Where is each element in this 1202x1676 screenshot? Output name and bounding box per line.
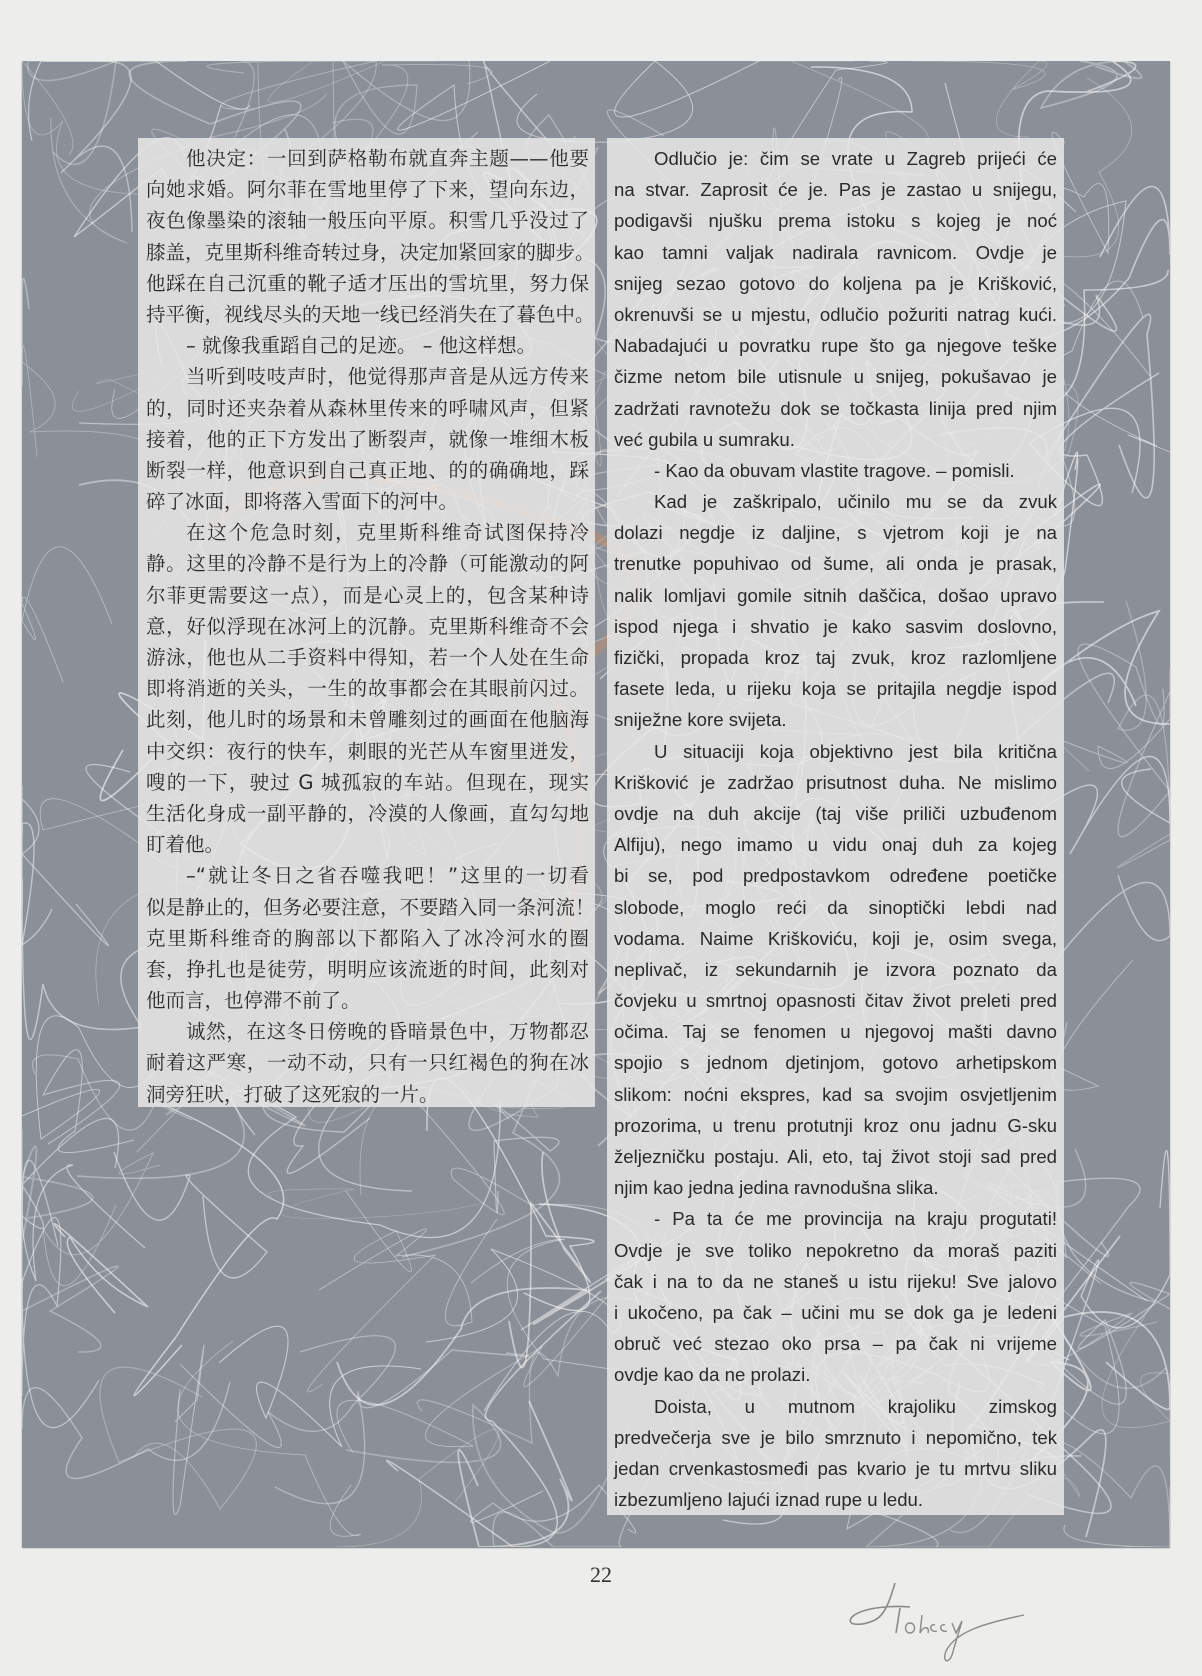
text-line: 静。这里的冷静不是行为上的冷静（可能激动的阿 [146,552,589,576]
text-line: na stvar. Zaprosit će je. Pas je zastao u snijegu, [614,179,1057,201]
scribble-stroke [134,1105,284,1396]
text-line: nalik lomljavi gomile sitnih daščica, došao upravo [614,584,1057,606]
scribble-stroke [28,61,116,164]
paragraph [614,455,1057,486]
paragraph [146,1016,589,1110]
croatian-text-column [607,138,1064,1515]
text-line: 在这个危急时刻，克里斯科维奇试图保持冷 [186,521,589,545]
scribble-stroke [22,1118,119,1246]
text-line: 诚然，在这冬日傍晚的昏暗景色中，万物都忍 [186,1020,589,1044]
text-line: predvečerja sve je bilo smrznuto i nepomično, tek [614,1426,1057,1448]
text-line: ispod njega i shvatio je kako sasvim doslovno, [614,615,1057,637]
text-line: željezničku postaju. Ali, eto, taj život stoji sad pred [614,1146,1057,1167]
scribble-stroke [22,786,108,946]
text-line: okrenuvši se u mjestu, odlučio požuriti natrag kući. [614,303,1057,325]
text-line: –“就让冬日之省吞噬我吧！”这里的一切看 [186,864,589,888]
scribble-stroke [1078,644,1170,837]
text-line: Nabadajući u povratku rupe što ga njegove teške [614,335,1057,357]
text-line: već gubila u sumraku. [614,428,795,450]
text-line: 生活化身成一副平静的，冷漠的人像画，直勾勾地 [146,801,589,825]
text-line: neplivač, iz sekundarnih je izvora poznato da [614,958,1057,980]
scribble-stroke [427,1078,594,1311]
text-line: 持平衡，视线尽头的天地一线已经消失在了暮色中。 [146,302,595,326]
text-line: 断裂一样，他意识到自己真正地、的的确确地，踩 [146,458,589,482]
text-line: 克里斯科维奇的胸部以下都陷入了冰冷河水的圈 [146,926,589,950]
scribble-stroke [1063,668,1170,768]
scribble-stroke [173,1345,204,1514]
text-line: čovjeku u smrtnoj opasnosti čitav život preleti pred [614,990,1057,1012]
text-line: sniježne kore svijeta. [614,709,787,731]
text-line: 耐着这严寒，一动不动，只有一只红褐色的狗在冰 [146,1051,589,1075]
text-line: obruč već stezao oko prsa – pa čak ni vrijeme [614,1333,1057,1355]
scribble-stroke [1053,281,1170,452]
text-line: snijeg sezao gotovo do koljena pa je Krišković, [614,272,1057,294]
scribble-stroke [458,1401,571,1547]
text-line: čak i na to da ne staneš u istu rijeku! Sve jalovo [614,1270,1057,1292]
text-line: Kad je zaškripalo, učinilo mu se da zvuk [654,491,1057,513]
scribble-stroke [114,1152,267,1278]
text-line: 他决定：一回到萨格勒布就直奔主题——他要 [186,147,589,170]
text-line: ovdje na duh akcije (taj više priliči uzbuđenom [614,802,1057,824]
text-line: Doista, u mutnom krajoliku zimskog [654,1395,1057,1417]
text-line: bi se, pod predpostavkom određene poetičke [614,865,1057,887]
chinese-text-column [138,138,595,1107]
text-line: 尔菲更需要这一点），而是心灵上的，包含某种诗 [146,583,589,607]
scribble-stroke [22,547,112,682]
scribble-stroke [100,1367,256,1509]
text-line: dolazi negdje iz daljine, s vjetrom koji je na [614,522,1057,544]
text-line: prozorima, u trenu protutnji kroz onu jadnu G-sku [614,1114,1057,1136]
scribble-stroke [22,1382,230,1478]
scribble-stroke [45,61,132,232]
text-line: 中交织：夜行的快车，刺眼的光芒从车窗里迸发， [146,739,589,763]
text-line: 当听到吱吱声时，他觉得那声音是从远方传来 [186,365,589,389]
paragraph [146,361,589,517]
text-line: Krišković je zadržao prisutnost duha. Ne mislimo [614,771,1057,793]
scribble-stroke [517,61,759,142]
scribble-stroke [1053,1151,1170,1399]
scribble-stroke [911,61,1047,137]
text-line: 接着，他的正下方发出了断裂声，就像一堆细木板 [146,427,589,451]
text-line: kao tamni valjak nadirala ravnicom. Ovdje je [614,241,1057,263]
scribble-stroke [346,1405,629,1533]
text-line: Ovdje je sve toliko nepokretno da moraš paziti [614,1239,1057,1261]
text-line: U situaciji koja objektivno jest bila kritična [654,740,1057,762]
text-line: - Pa ta će me provincija na kraju progutati! [654,1208,1057,1230]
text-line: 盯着他。 [146,833,225,857]
text-line: slobode, moglo reći da sinoptički lebdi nad [614,896,1057,918]
paragraph [614,143,1057,455]
text-line: 嗖的一下，驶过 G 城孤寂的车站。但现在，现实 [146,770,589,794]
text-line: 他而言，也停滞不前了。 [146,989,361,1013]
text-line: 他踩在自己沉重的靴子适才压出的雪坑里，努力保 [146,271,589,295]
text-line: vodama. Naime Kriškoviću, koji je, osim svega, [614,927,1057,949]
text-line: fizički, propada kroz taj zvuk, kroz razlomljene [614,647,1057,668]
paragraph [146,860,595,1016]
text-line: fasete leda, u rijeku koja se pritajila negdje ispod [614,678,1057,700]
text-line: ovdje kao da ne prolazi. [614,1364,811,1386]
text-line: Alfiju), nego imamo u vidu onaj duh za kojeg [614,834,1057,856]
text-line: 膝盖，克里斯科维奇转过身，决定加紧回家的脚步。 [146,240,595,264]
text-line: podigavši njušku prema istoku s kojeg je noć [614,210,1057,232]
text-line: 此刻，他儿时的场景和未曾雕刻过的画面在他脑海 [146,708,589,732]
scribble-stroke [268,1189,483,1219]
paragraph [614,486,1057,736]
text-line: 向她求婚。阿尔菲在雪地里停了下来，望向东边， [146,178,589,202]
scribble-stroke [231,1090,500,1237]
paragraph [146,330,589,361]
text-line: Odlučio je: čim se vrate u Zagreb prijeći će [654,148,1057,169]
text-line: 游泳，他也从二手资料中得知，若一个人处在生命 [146,646,589,669]
text-line: očima. Taj se fenomen u njegovoj mašti davno [614,1021,1057,1043]
paragraph [146,517,589,860]
paragraph [614,1203,1057,1390]
text-line: 洞旁狂吠，打破了这死寂的一片。 [146,1082,439,1106]
text-line: 夜色像墨染的滚轴一般压向平原。积雪几乎没过了 [146,209,589,233]
text-line: slikom: noćni ekspres, kad sa svojim osvjetljenim [614,1083,1057,1105]
paragraph [614,736,1057,1204]
text-line: izbezumljeno lajući iznad rupe u ledu. [614,1489,924,1511]
scribble-stroke [1041,61,1141,108]
text-line: 似是静止的，但务必要注意，不要踏入同一条河流！ [146,895,595,919]
text-line: jedan crvenkastosmeđi pas kvario je tu mrtvu sliku [614,1457,1057,1479]
scribble-stroke [307,1191,435,1392]
paragraph [146,143,595,330]
signature [840,1575,1040,1665]
text-line: - Kao da obuvam vlastite tragove. – pomisli. [654,459,1015,481]
text-line: 即将消逝的关头，一生的故事都会在其眼前闪过。 [146,677,589,701]
text-line: 意，好似浮现在冰河上的沉静。克里斯科维奇不会 [146,614,589,638]
text-line: trenutke popuhivao od šume, ali onda je prasak, [614,553,1057,575]
scribble-stroke [22,1129,93,1288]
text-line: – 就像我重蹈自己的足迹。 – 他这样想。 [186,334,537,358]
text-line: 的，同时还夹杂着从森林里传来的呼啸风声，但紧 [146,396,589,420]
text-line: njim kao jedna jedina ravnodušna slika. [614,1177,939,1199]
text-line: zadržati ravnotežu dok se točkasta linija pred njim [614,397,1057,419]
text-line: 套，挣扎也是徒劳，明明应该流逝的时间，此刻对 [146,957,589,981]
text-line: spojio s jednom djetinjom, gotovo arhetipskom [614,1052,1057,1074]
scribble-stroke [22,823,52,945]
page-number: 22 [590,1562,612,1587]
paragraph [614,1391,1057,1516]
text-line: 碎了冰面，即将落入雪面下的河中。 [146,490,459,514]
text-line: čizme netom bile utisnule u snijeg, pokušavao je [614,366,1057,388]
scribble-stroke [29,61,250,141]
text-line: i ukočeno, pa čak – učini mu se dok ga je ledeni [614,1301,1057,1323]
